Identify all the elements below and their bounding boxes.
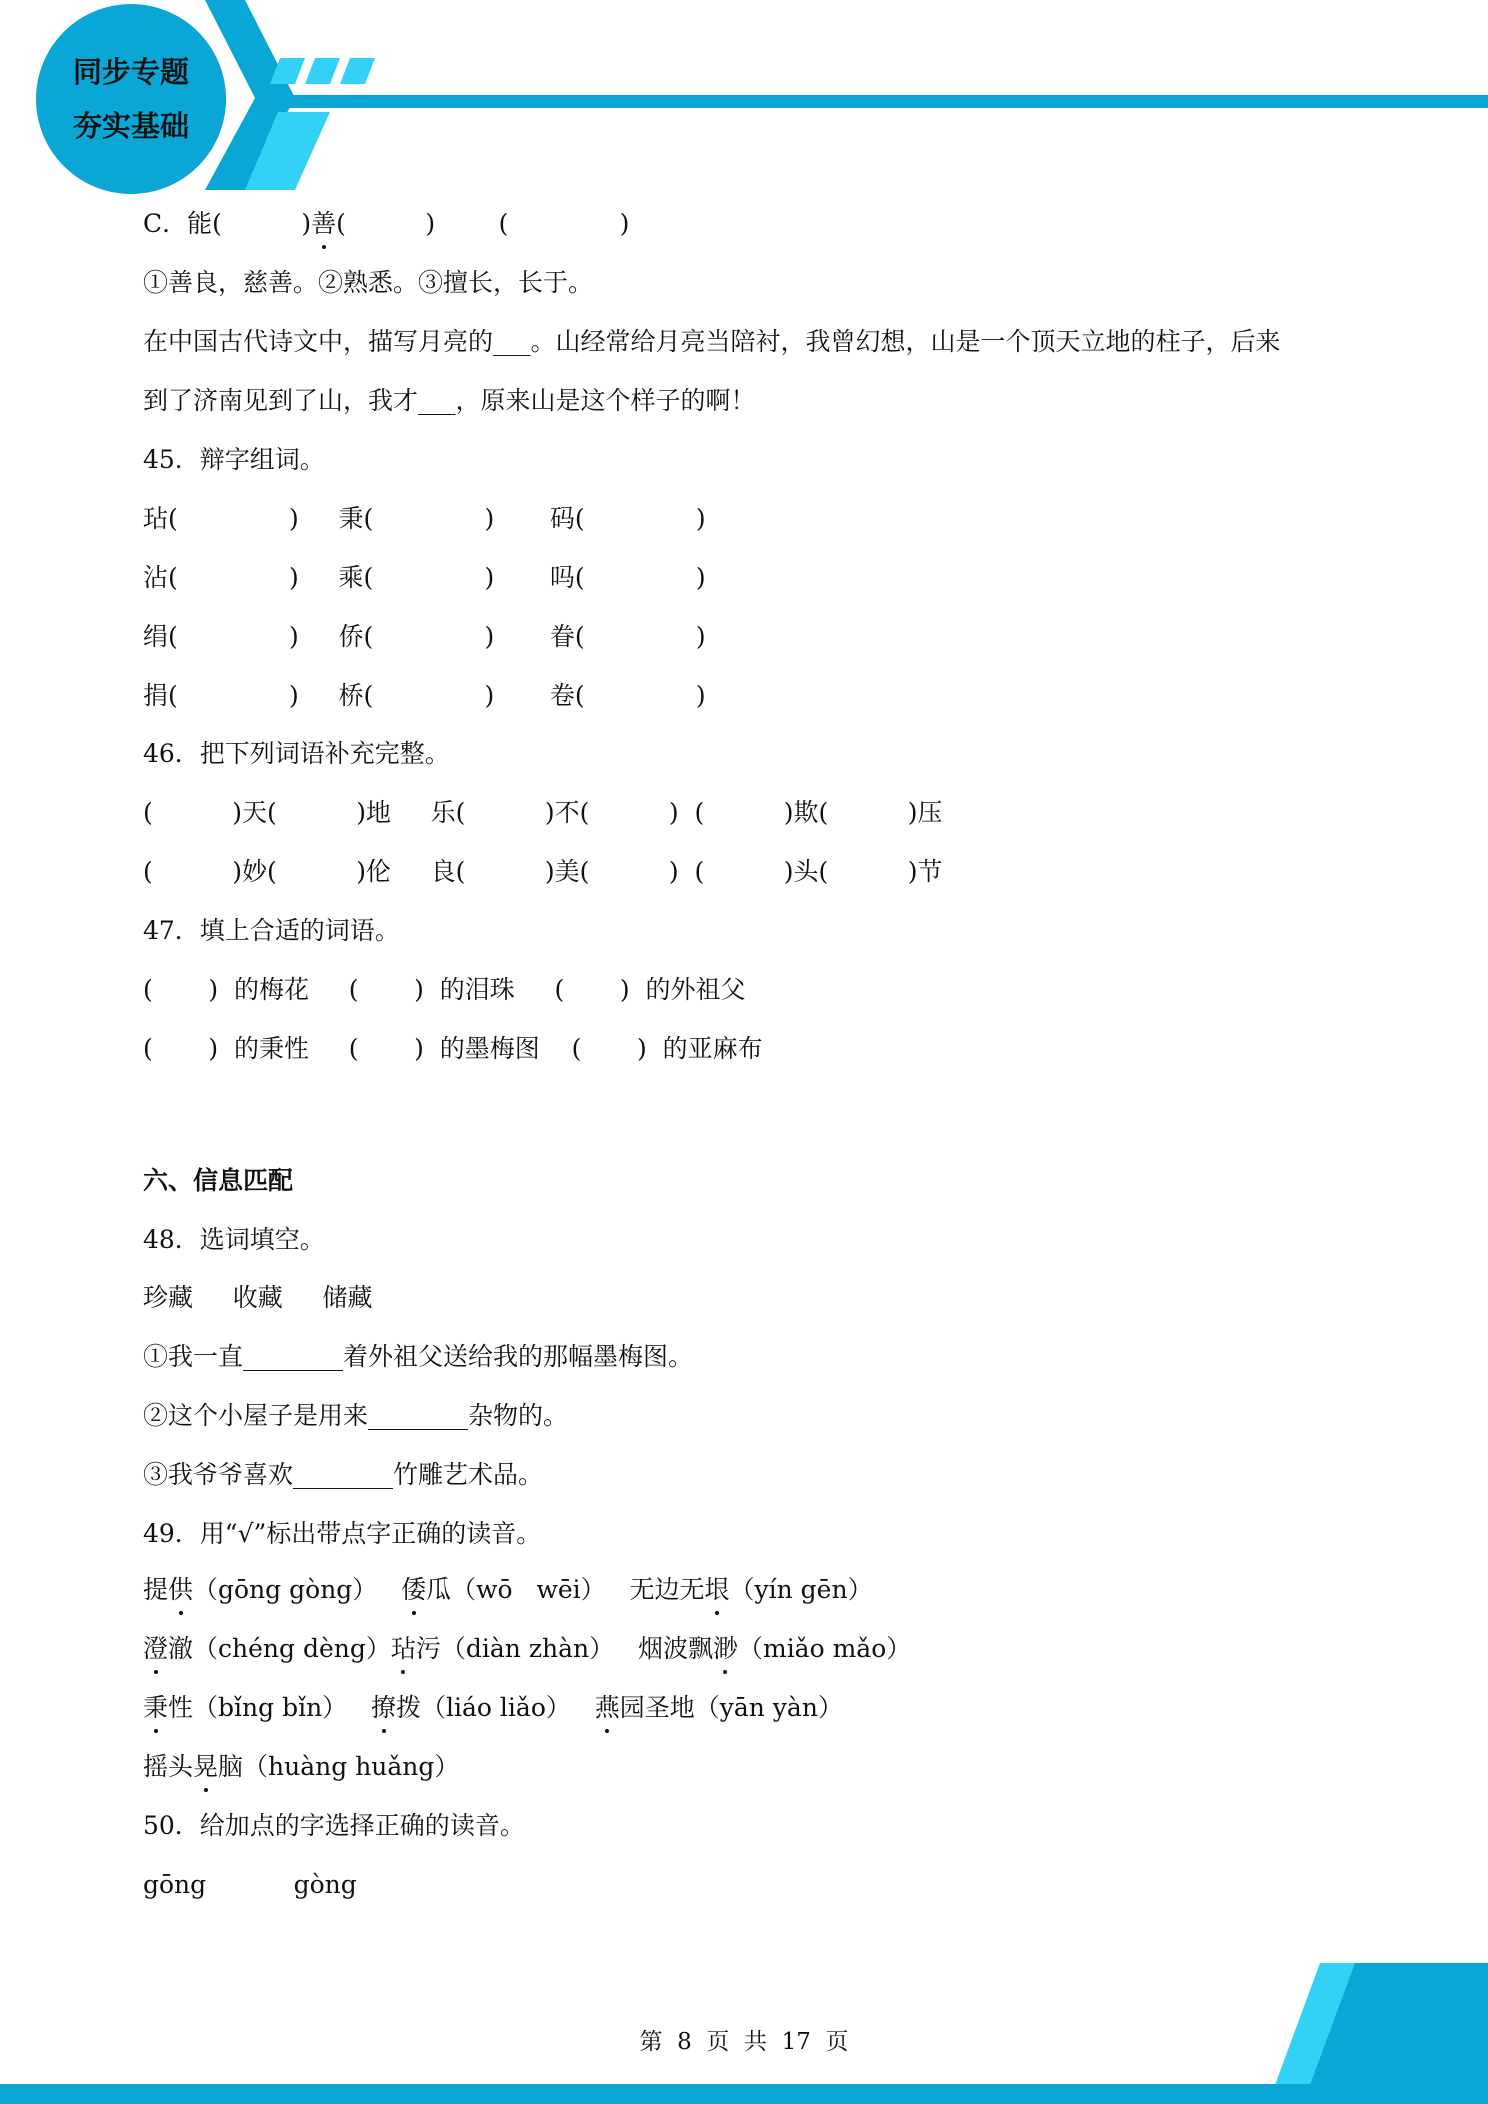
text-line — [143, 737, 450, 771]
text-line — [143, 973, 746, 1007]
header-bar-2 — [305, 58, 340, 84]
text-line — [143, 325, 1281, 359]
dotted-character: 秉 — [143, 1691, 168, 1725]
text-line — [143, 1223, 325, 1257]
text-segment: 45．辩字组词。 — [143, 445, 325, 474]
text-segment: 性（bǐng bǐn） — [168, 1693, 372, 1722]
text-segment: 拨（liáo liǎo） — [396, 1693, 595, 1722]
text-line — [143, 1573, 873, 1607]
text-line — [143, 1517, 541, 1551]
dotted-character: 善 — [311, 207, 336, 241]
footer-stripe — [0, 2084, 1488, 2104]
text-segment: 到了济南见到了山，我才___，原来山是这个样子的啊！ — [143, 386, 756, 415]
dotted-character: 燕 — [595, 1691, 620, 1725]
text-line — [143, 207, 629, 241]
text-line — [143, 1340, 693, 1374]
text-segment: ( )妙( )伦 良( )美( ) ( )头( )节 — [143, 857, 943, 886]
text-line — [143, 443, 325, 477]
text-line — [143, 1632, 911, 1666]
text-segment: 珍藏 收藏 储藏 — [143, 1283, 373, 1312]
header-badge — [36, 4, 226, 194]
header-bar-3 — [340, 58, 375, 84]
text-segment: ( )天( )地 乐( )不( ) ( )欺( )压 — [143, 798, 943, 827]
text-segment: 46．把下列词语补充完整。 — [143, 739, 450, 768]
text-line — [143, 1458, 543, 1492]
text-line — [143, 855, 942, 889]
text-segment: 在中国古代诗文中，描写月亮的___。山经常给月亮当陪衬，我曾幻想，山是一个顶天立地的柱子，后来 — [143, 327, 1281, 356]
text-segment: （yín gēn） — [729, 1575, 873, 1604]
text-segment: 六、信息匹配 — [143, 1166, 294, 1195]
text-segment: （miǎo mǎo） — [737, 1634, 912, 1663]
text-segment: 污（diàn zhàn） 烟波飘 — [415, 1634, 713, 1663]
text-segment: ①我一直________着外祖父送给我的那幅墨梅图。 — [143, 1342, 694, 1371]
text-segment: ③我爷爷喜欢________竹雕艺术品。 — [143, 1460, 544, 1489]
text-line — [143, 384, 756, 418]
text-line — [143, 1032, 763, 1066]
text-segment: 47．填上合适的词语。 — [143, 916, 400, 945]
text-segment: 玷( ) 秉( ) 码( ) — [143, 504, 706, 533]
text-segment: ( ) 的梅花 ( ) 的泪珠 ( ) 的外祖父 — [143, 975, 746, 1004]
text-line — [143, 1750, 459, 1784]
text-line — [143, 1691, 843, 1725]
text-line — [143, 1281, 372, 1315]
text-segment: ②这个小屋子是用来________杂物的。 — [143, 1401, 569, 1430]
text-segment: 沾( ) 乘( ) 吗( ) — [143, 563, 706, 592]
text-segment: 瓜（wō wēi） 无边无 — [426, 1575, 705, 1604]
text-segment: ( ) 的秉性 ( ) 的墨梅图 ( ) 的亚麻布 — [143, 1034, 763, 1063]
text-segment: 脑（huàng huǎng） — [218, 1752, 460, 1781]
text-segment: 49．用“√”标出带点字正确的读音。 — [143, 1519, 542, 1548]
text-line — [143, 679, 706, 713]
text-segment: （gōng gòng） — [193, 1575, 402, 1604]
text-segment: C．能( ) — [143, 209, 312, 238]
dotted-character: 澄 — [143, 1632, 168, 1666]
text-segment: 提 — [143, 1575, 169, 1604]
dotted-character: 晃 — [193, 1750, 218, 1784]
text-segment: 50．给加点的字选择正确的读音。 — [143, 1811, 525, 1840]
text-segment: 澈（chéng dèng） — [168, 1634, 391, 1663]
dotted-character: 供 — [168, 1573, 193, 1607]
text-line — [143, 1399, 568, 1433]
dotted-character: 撩 — [371, 1691, 396, 1725]
badge-line-1: 同步专题 — [72, 55, 189, 89]
text-line — [143, 914, 400, 948]
text-segment: gōng gòng — [143, 1870, 357, 1899]
badge-line-2: 夯实基础 — [72, 109, 189, 143]
dotted-character: 渺 — [713, 1632, 738, 1666]
text-line — [143, 1868, 357, 1902]
text-line — [143, 561, 706, 595]
page-number: 第 8 页 共 17 页 — [639, 2029, 849, 2055]
text-line — [143, 796, 942, 830]
text-line — [143, 266, 593, 300]
text-segment: 48．选词填空。 — [143, 1225, 325, 1254]
text-segment: 园圣地（yān yàn） — [619, 1693, 843, 1722]
header-stripe — [280, 95, 1488, 108]
text-segment: ( ) ( ) — [336, 209, 630, 238]
text-segment: 捐( ) 桥( ) 卷( ) — [143, 681, 706, 710]
text-line — [143, 502, 706, 536]
dotted-character: 倭 — [401, 1573, 426, 1607]
text-segment: 绢( ) 侨( ) 眷( ) — [143, 622, 706, 651]
dotted-character: 垠 — [704, 1573, 729, 1607]
text-segment: ①善良，慈善。②熟悉。③擅长，长于。 — [143, 268, 594, 297]
text-segment: 摇头 — [143, 1752, 194, 1781]
text-line — [143, 620, 706, 654]
dotted-character: 玷 — [391, 1632, 416, 1666]
text-line — [143, 1809, 525, 1843]
section-heading — [143, 1164, 293, 1198]
